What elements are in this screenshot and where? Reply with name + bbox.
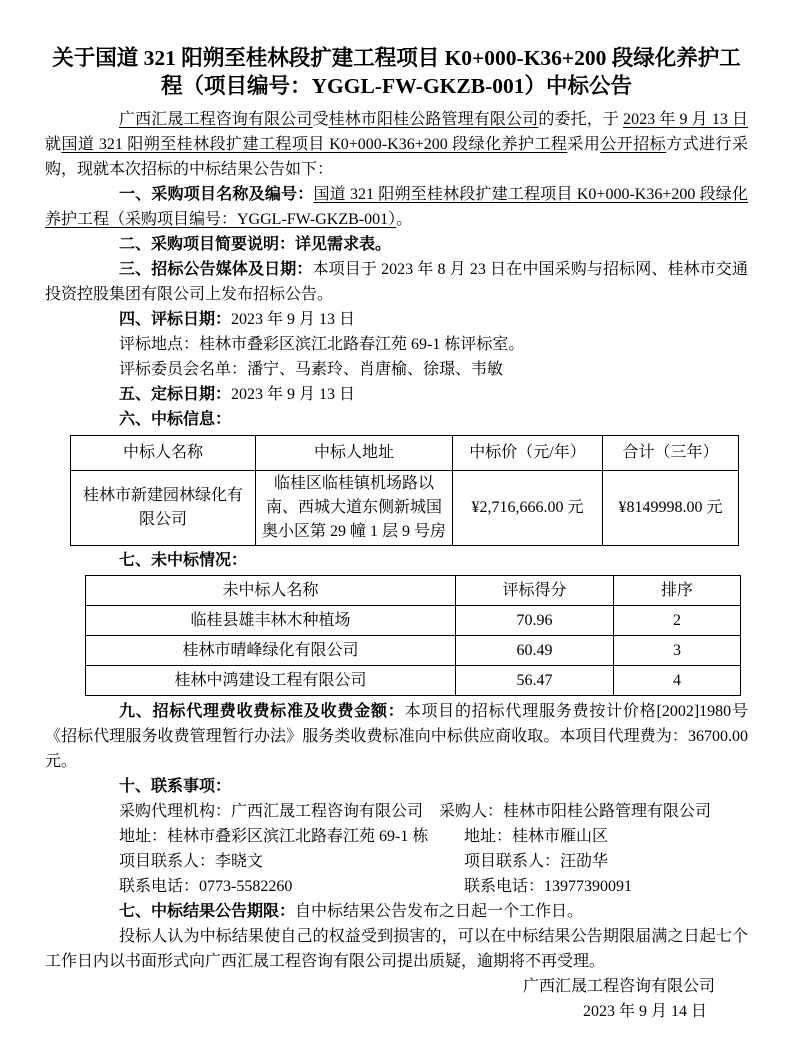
agent-contact-person-line: 项目联系人：李晓文: [119, 853, 264, 870]
intro-paragraph: [45, 107, 748, 182]
loser-score-cell: 60.49: [456, 636, 614, 666]
loser-table: [85, 575, 741, 696]
section-2-brief: 二、采购项目简要说明：详见需求表。: [119, 236, 392, 253]
intro-text: 就: [45, 136, 62, 153]
section-4-date: 2023 年 9 月 13 日: [231, 311, 356, 328]
winner-table-header-row: [71, 436, 739, 471]
loser-table-header-row: [86, 576, 741, 606]
procurement-method: 公开招标: [600, 136, 667, 153]
loser-table-row: [86, 636, 741, 666]
eval-committee-line: 评标委员会名单：潘宁、马素玲、肖唐榆、徐璟、韦敏: [119, 361, 504, 378]
loser-name-cell: 临桂县雄丰林木种植场: [86, 606, 456, 636]
procurement-agent-line: 采购代理机构：广西汇晟工程咨询有限公司: [119, 803, 424, 820]
section-7b-announcement-period: [45, 899, 748, 924]
project-name: 国道 321 阳朔至桂林段扩建工程项目 K0+000-K36+200 段绿化养护工程: [61, 136, 568, 153]
purchaser-address-line: 地址：桂林市雁山区: [464, 828, 609, 845]
objection-paragraph: 投标人认为中标结果使自己的权益受到损害的，可以在中标结果公告期限届满之日起七个工作日内以书面形式向广西汇晟工程咨询有限公司提出质疑，逾期将不再受理。: [45, 928, 748, 970]
loser-score-cell: 70.96: [456, 606, 614, 636]
section-7-losers: 七、未中标情况：: [119, 552, 248, 569]
page-title: 关于国道 321 阳朔至桂林段扩建工程项目 K0+000-K36+200 段绿化养护工程（项目编号：YGGL-FW-GKZB-001）中标公告: [52, 46, 741, 98]
eval-venue-line: 评标地点：桂林市叠彩区滨江北路春江苑 69-1 栋评标室。: [119, 336, 525, 353]
loser-name-cell: 桂林中鸿建设工程有限公司: [86, 666, 456, 696]
winner-address-cell: 临桂区临桂镇机场路以南、西城大道东侧新城国奥小区第 29 幢 1 层 9 号房: [256, 471, 453, 546]
signature-date: 2023 年 9 月 14 日: [582, 1003, 707, 1020]
loser-rank-cell: 3: [614, 636, 741, 666]
intro-text: 方式进行采购，现就本次招标的中标结果公告如下：: [45, 136, 748, 178]
section-5-date: 2023 年 9 月 13 日: [231, 386, 356, 403]
section-9-label: 九、招标代理费收费标准及收费金额：: [119, 703, 405, 720]
loser-score-cell: 56.47: [456, 666, 614, 696]
intro-text: 受: [312, 111, 329, 128]
section-10-contacts: 十、联系事项：: [119, 778, 232, 795]
purchaser-name: 桂林市阳桂公路管理有限公司: [328, 111, 539, 128]
section-1-project-name: [45, 182, 748, 232]
section-4-eval-date: [45, 307, 748, 332]
intro-text: 的委托，于: [538, 111, 624, 128]
contact-row-persons: [45, 849, 748, 874]
section-5-label: 五、定标日期：: [119, 386, 232, 403]
winner-name-cell: 桂林市新建园林绿化有限公司: [71, 471, 256, 546]
section-3-body: 本项目于 2023 年 8 月 23 日在中国采购与招标网、桂林市交通投资控股集团有限公司上发布招标公告。: [45, 261, 748, 303]
contact-row-agencies: [45, 799, 748, 824]
section-7b-label: 七、中标结果公告期限：: [119, 903, 296, 920]
loser-header-rank: 排序: [614, 576, 741, 606]
section-4-label: 四、评标日期：: [119, 311, 232, 328]
signature-company: 广西汇晟工程咨询有限公司: [522, 978, 715, 995]
contact-row-addresses: [45, 824, 748, 849]
loser-header-name: 未中标人名称: [86, 576, 456, 606]
section-1-tail: 。: [396, 211, 413, 228]
section-1-project: 国道 321 阳朔至桂林段扩建工程项目 K0+000-K36+200 段绿化养护工程（采购项目编号：YGGL-FW-GKZB-001）: [45, 186, 748, 228]
loser-rank-cell: 4: [614, 666, 741, 696]
winner-header-address: 中标人地址: [256, 436, 453, 471]
section-6-winner-info: 六、中标信息：: [119, 411, 232, 428]
section-1-label: 一、采购项目名称及编号：: [119, 186, 314, 203]
section-5-award-date: [45, 382, 748, 407]
loser-rank-cell: 2: [614, 606, 741, 636]
winner-table: [70, 435, 739, 546]
agent-address-line: 地址：桂林市叠彩区滨江北路春江苑 69-1 栋: [119, 828, 429, 845]
winner-header-price: 中标价（元/年）: [453, 436, 603, 471]
purchaser-phone-line: 联系电话：13977390091: [464, 878, 633, 895]
agent-phone-line: 联系电话：0773-5582260: [119, 878, 293, 895]
winner-total-cell: ¥8149998.00 元: [603, 471, 739, 546]
section-3-media-date: [45, 257, 748, 307]
section-9-body: 本项目的招标代理服务费按计价格[2002]1980号《招标代理服务收费管理暂行办法》服务类收费标准向中标供应商收取。本项目代理费为：36700.00 元。: [45, 703, 748, 770]
purchaser-contact-person-line: 项目联系人：汪劭华: [464, 853, 609, 870]
loser-table-row: [86, 666, 741, 696]
winner-header-total: 合计（三年）: [603, 436, 739, 471]
section-3-label: 三、招标公告媒体及日期：: [119, 261, 313, 278]
contact-row-phones: [45, 874, 748, 899]
winner-price-cell: ¥2,716,666.00 元: [453, 471, 603, 546]
intro-text: 采用: [567, 136, 601, 153]
tender-date: 2023 年 9 月 13 日: [623, 111, 748, 128]
procurement-agency-name: 广西汇晟工程咨询有限公司: [119, 111, 313, 128]
winner-table-row: [71, 471, 739, 546]
section-7b-body: 自中标结果公告发布之日起一个工作日。: [295, 903, 584, 920]
loser-header-score: 评标得分: [456, 576, 614, 606]
winner-header-name: 中标人名称: [71, 436, 256, 471]
loser-table-row: [86, 606, 741, 636]
section-9-agency-fee: [45, 699, 748, 774]
purchaser-line: 采购人：桂林市阳桂公路管理有限公司: [439, 803, 712, 820]
loser-name-cell: 桂林市晴峰绿化有限公司: [86, 636, 456, 666]
